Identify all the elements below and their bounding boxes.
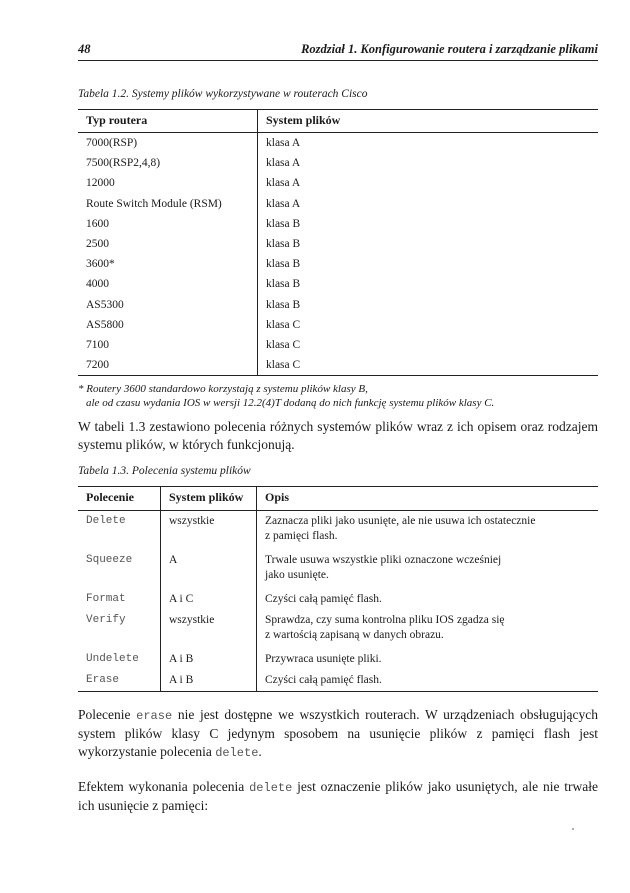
table-row [78,153,598,173]
table-row [78,254,598,274]
description-line: jako usunięte. [265,569,329,582]
text-run: jest oznaczenie plików jako usuniętych, ale nie trwałe ich usunięcie z pamięci: [78,779,598,814]
router-type-cell: AS5300 [78,295,258,315]
filesystem-cell: klasa B [266,217,301,230]
table1-caption: Tabela 1.2. Systemy plików wykorzystywane w routerach Cisco [78,88,368,100]
inline-code-delete: delete [215,746,259,761]
table-row [78,511,598,551]
footnote-line-1: * Routery 3600 standardowo korzystają z systemu plików klasy B, [78,383,368,396]
table1-footnote [78,382,598,410]
description-cell [257,649,599,670]
body-paragraph-2 [78,706,598,762]
description-line: z pamięci flash. [265,530,338,543]
filesystem-cell: A i C [161,589,257,610]
table-row [78,214,598,234]
table-row [78,649,598,670]
filesystem-cell: klasa B [266,238,301,251]
description-line: z wartością zapisaną w danych obrazu. [265,629,444,642]
router-type-cell: 3600* [78,254,258,274]
description-cell [257,670,599,692]
router-filesystem-table [78,109,598,376]
inline-code-delete: delete [249,781,293,796]
filesystem-cell: klasa C [258,355,599,376]
filesystem-cell: klasa B [266,298,301,311]
table-row [78,194,598,214]
table1-header-row [78,110,598,133]
description-line: Czyści całą pamięć flash. [265,674,382,687]
page-number: 48 [78,42,91,56]
table1-header-router-type: Typ routera [78,110,258,133]
description-line: Trwale usuwa wszystkie pliki oznaczone wcześniej [265,554,502,567]
filesystem-cell: klasa C [266,318,301,331]
filesystem-cell: A i B [161,670,257,692]
router-type-cell: 1600 [78,214,258,234]
command-cell: Squeeze [78,550,161,589]
table-row [78,670,598,692]
table-row [78,234,598,254]
table-row [78,133,598,154]
router-type-cell: 7200 [78,355,258,376]
command-cell: Erase [78,670,161,692]
command-cell: Verify [78,610,161,649]
scan-speck [572,828,574,830]
filesystem-cell: klasa A [266,137,301,149]
filesystem-cell: klasa A [266,197,301,210]
table-row [78,610,598,649]
table-row [78,315,598,335]
table2-header-row [78,487,598,511]
description-line: Czyści całą pamięć flash. [265,593,382,606]
chapter-title: Rozdział 1. Konfigurowanie routera i zarządzanie plikami [301,42,598,56]
filesystem-cell: klasa A [266,157,301,170]
body-paragraph-3 [78,778,598,815]
description-line: Sprawdza, czy suma kontrolna pliku IOS zgadza się [265,614,505,627]
router-type-cell: 4000 [78,274,258,294]
text-run: nie jest dostępne we wszystkich routerach. W urządzeniach obsługujących system plików klasy C jedynym sposobem na usunięcie plików z pamięci flash jest wykorzystanie polecenia [78,707,598,760]
router-type-cell: 12000 [78,173,258,193]
router-type-cell: 7500(RSP2,4,8) [78,153,258,173]
table-row [78,295,598,315]
filesystem-cell: A [161,550,257,589]
filesystem-cell: A i B [161,649,257,670]
table-row [78,355,598,376]
footnote-line-2: ale od czasu wydania IOS w wersji 12.2(4)T dodaną do nich funkcję systemu plików klasy C. [86,397,495,410]
table-row [78,335,598,355]
description-cell [257,511,599,551]
filesystem-commands-table [78,486,598,692]
router-type-cell: AS5800 [78,315,258,335]
inline-code-erase: erase [136,709,173,724]
table-row [78,173,598,193]
filesystem-cell: klasa C [266,339,301,352]
description-cell [257,550,599,589]
book-page [78,42,598,815]
page-header [78,42,598,61]
text-run: Polecenie [78,707,137,723]
filesystem-cell: klasa B [266,258,301,271]
body-paragraph-1: W tabeli 1.3 zestawiono polecenia różnych systemów plików wraz z ich opisem oraz rodzajem systemu plików, w których funkcjonują. [78,419,598,453]
router-type-cell: 7100 [78,335,258,355]
text-run: Efektem wykonania polecenia [78,779,250,795]
filesystem-cell: wszystkie [161,511,257,551]
command-cell: Undelete [78,649,161,670]
command-cell: Delete [78,511,161,551]
description-line: Przywraca usunięte pliki. [265,653,382,666]
table-row [78,274,598,294]
description-cell [257,610,599,649]
text-run: . [258,744,262,760]
filesystem-cell: klasa A [266,177,301,190]
router-type-cell: Route Switch Module (RSM) [78,194,258,214]
table2-caption: Tabela 1.3. Polecenia systemu plików [78,465,251,478]
description-cell [257,589,599,610]
table-row [78,550,598,589]
table2-header-command: Polecenie [78,487,161,511]
router-type-cell: 2500 [78,234,258,254]
table2-header-description: Opis [257,487,599,511]
description-line: Zaznacza pliki jako usunięte, ale nie usuwa ich ostatecznie [265,515,536,528]
table-row [78,589,598,610]
filesystem-cell: klasa B [266,278,301,291]
command-cell: Format [78,589,161,610]
table1-header-filesystem: System plików [258,110,599,133]
router-type-cell: 7000(RSP) [78,133,258,154]
filesystem-cell: wszystkie [161,610,257,649]
table2-header-filesystem: System plików [161,487,257,511]
